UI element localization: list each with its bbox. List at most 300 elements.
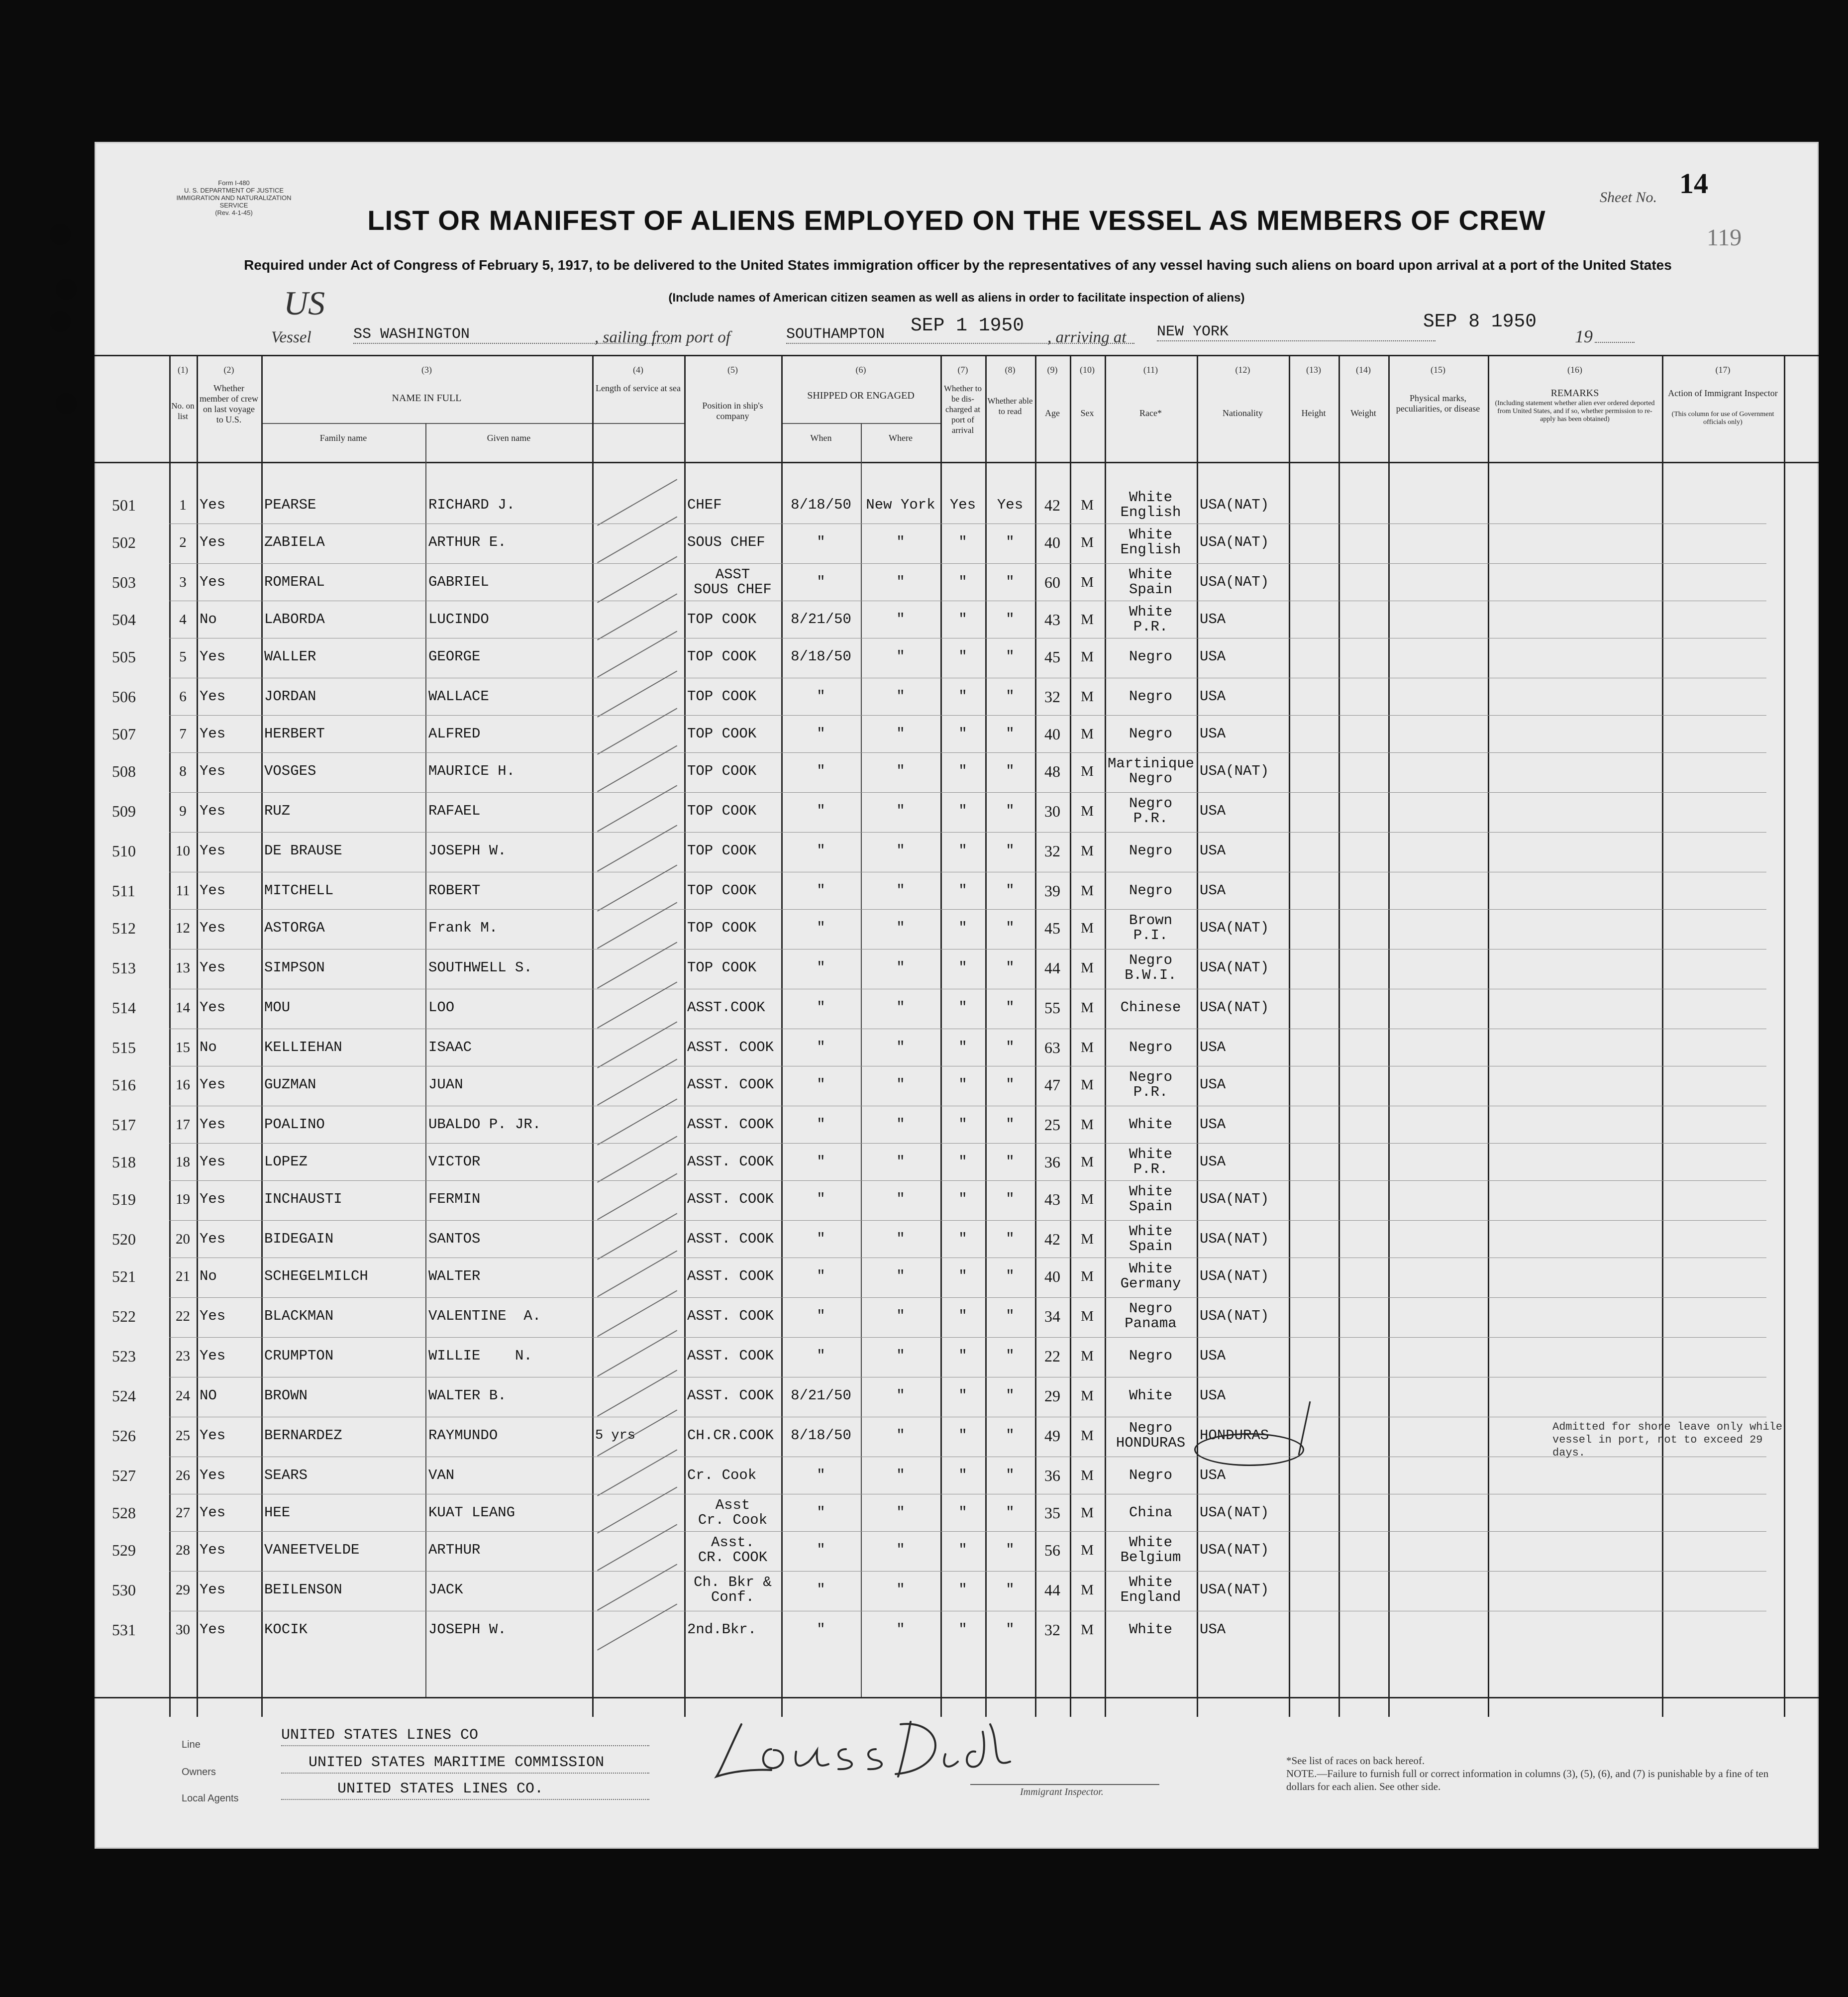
cell-prev: Yes	[200, 1581, 226, 1598]
cell-where: "	[896, 726, 905, 742]
cell-no: 15	[176, 1040, 190, 1055]
row-divider	[169, 752, 1766, 753]
cell-race: Negro	[1129, 726, 1172, 742]
cell-prev: Yes	[200, 726, 226, 742]
cell-read: "	[1006, 1387, 1015, 1404]
cell-nat: USA	[1200, 1076, 1226, 1093]
cell-where: "	[896, 763, 905, 779]
cell-family: MOU	[264, 999, 291, 1016]
margin-line-number: 513	[112, 959, 136, 977]
cell-pos: ASST. COOK	[687, 1039, 774, 1055]
cell-no: 16	[176, 1077, 190, 1093]
cell-read: "	[1006, 1039, 1015, 1055]
footnote-penalty: NOTE.—Failure to furnish full or correct information in columns (3), (5), (6), and (7) is punishable by a fine of ten dollars for each alien. See other side.	[1286, 1768, 1769, 1792]
cell-when: "	[817, 920, 825, 936]
cell-race: Negro	[1129, 648, 1172, 665]
cell-read: "	[1006, 959, 1015, 976]
column-number: (15)	[1431, 365, 1445, 375]
cell-disch: "	[958, 1308, 967, 1324]
cell-pos: ASST. COOK	[687, 1268, 774, 1284]
cell-disch: "	[958, 1621, 967, 1638]
cell-read: "	[1006, 1076, 1015, 1093]
cell-no: 4	[179, 612, 187, 628]
cell-disch: "	[958, 920, 967, 936]
arrival-date-stamp: SEP 8 1950	[1423, 311, 1537, 332]
margin-line-number: 512	[112, 919, 136, 937]
cell-age: 44	[1044, 959, 1060, 977]
cell-nat: USA	[1200, 1348, 1226, 1364]
cell-when: 8/21/50	[791, 1387, 851, 1404]
cell-read: "	[1006, 611, 1015, 628]
cell-pos: Cr. Cook	[687, 1467, 757, 1483]
cell-when: "	[817, 1621, 825, 1638]
cell-age: 29	[1044, 1387, 1060, 1405]
cell-pos: Asst Cr. Cook	[698, 1497, 768, 1528]
cell-read: "	[1006, 1231, 1015, 1247]
column-number: (3)	[421, 365, 432, 375]
column-number: (1)	[178, 365, 188, 375]
column-divider	[1488, 356, 1489, 1717]
footer-owners-label: Owners	[182, 1767, 216, 1778]
margin-line-number: 522	[112, 1307, 136, 1325]
cell-read: "	[1006, 1621, 1015, 1638]
header-top-rule	[95, 355, 1819, 356]
column-header: Nationality	[1223, 408, 1263, 418]
margin-line-number: 506	[112, 688, 136, 706]
cell-where: "	[896, 882, 905, 899]
cell-no: 18	[176, 1154, 190, 1170]
header-bottom-rule	[95, 462, 1819, 463]
vessel-label: Vessel	[271, 328, 311, 346]
footnote	[1286, 1754, 1774, 1793]
cell-when: "	[817, 1308, 825, 1324]
column-number: (4)	[633, 365, 643, 375]
cell-read: "	[1006, 999, 1015, 1016]
check-mark	[1298, 1401, 1311, 1455]
cell-family: PEARSE	[264, 497, 316, 513]
cell-given: ARTHUR E.	[428, 534, 507, 550]
cell-prev: NO	[200, 1387, 217, 1404]
cell-no: 19	[176, 1191, 190, 1207]
column-divider	[861, 423, 862, 1697]
cell-pos: SOUS CHEF	[687, 534, 765, 550]
cell-family: GUZMAN	[264, 1076, 316, 1093]
cell-no: 21	[176, 1268, 190, 1284]
cell-sex: M	[1081, 843, 1094, 859]
cell-prev: Yes	[200, 1348, 226, 1364]
cell-pos: ASST. COOK	[687, 1387, 774, 1404]
column-number: (13)	[1306, 365, 1321, 375]
cell-prev: Yes	[200, 1116, 226, 1133]
cell-where: "	[896, 842, 905, 859]
cell-family: HEE	[264, 1504, 291, 1521]
margin-line-number: 510	[112, 842, 136, 860]
cell-family: SCHEGELMILCH	[264, 1268, 368, 1284]
cell-where: "	[896, 688, 905, 705]
cell-given: WALTER	[428, 1268, 481, 1284]
cell-age: 25	[1044, 1116, 1060, 1134]
cell-family: DE BRAUSE	[264, 842, 342, 859]
cell-sex: M	[1081, 1622, 1094, 1638]
margin-line-number: 515	[112, 1039, 136, 1056]
cell-family: KELLIEHAN	[264, 1039, 342, 1055]
cell-prev: Yes	[200, 1504, 226, 1521]
cell-sex: M	[1081, 920, 1094, 936]
cell-given: LOO	[428, 999, 455, 1016]
cell-no: 17	[176, 1117, 190, 1133]
cell-given: MAURICE H.	[428, 763, 515, 779]
cell-race: Chinese	[1120, 999, 1181, 1016]
cell-pos: ASST. COOK	[687, 1116, 774, 1133]
margin-line-number: 524	[112, 1387, 136, 1405]
cell-no: 20	[176, 1231, 190, 1247]
cell-pos: TOP COOK	[687, 842, 757, 859]
margin-line-number: 511	[112, 882, 135, 900]
circled-nationality-mark	[1194, 1433, 1304, 1466]
cell-when: "	[817, 726, 825, 742]
column-divider	[1338, 356, 1340, 1717]
cell-prev: Yes	[200, 1191, 226, 1207]
cell-given: SANTOS	[428, 1231, 481, 1247]
cell-family: SIMPSON	[264, 959, 325, 976]
cell-pos: CHEF	[687, 497, 722, 513]
cell-pos: TOP COOK	[687, 688, 757, 705]
column-header: No. on list	[171, 401, 195, 421]
cell-age: 34	[1044, 1307, 1060, 1325]
cell-prev: Yes	[200, 1621, 226, 1638]
cell-no: 3	[179, 574, 187, 590]
sailing-date-stamp: SEP 1 1950	[911, 315, 1025, 336]
cell-prev: Yes	[200, 574, 226, 590]
cell-read: "	[1006, 726, 1015, 742]
column-divider	[261, 356, 263, 1717]
cell-nat: USA(NAT)	[1200, 1308, 1269, 1324]
cell-age: 32	[1044, 842, 1060, 860]
cell-prev: Yes	[200, 999, 226, 1016]
cell-read: "	[1006, 1116, 1015, 1133]
cell-read: "	[1006, 648, 1015, 665]
cell-race: Brown P.I.	[1129, 912, 1172, 944]
cell-nat: HONDURAS	[1200, 1427, 1269, 1444]
cell-when: "	[817, 803, 825, 819]
cell-pos: TOP COOK	[687, 726, 757, 742]
cell-prev: Yes	[200, 534, 226, 550]
cell-sex: M	[1081, 649, 1094, 665]
cell-pos: TOP COOK	[687, 803, 757, 819]
cell-family: POALINO	[264, 1116, 325, 1133]
cell-where: "	[896, 1268, 905, 1284]
row-divider	[169, 832, 1766, 833]
cell-read: "	[1006, 1467, 1015, 1483]
cell-no: 7	[179, 726, 187, 742]
margin-line-number: 501	[112, 496, 136, 514]
cell-disch: "	[958, 999, 967, 1016]
column-header: Physical marks, peculiarities, or disease	[1396, 393, 1480, 414]
column-divider	[1035, 356, 1036, 1717]
column-divider	[1105, 356, 1106, 1717]
column-divider	[1197, 356, 1198, 1717]
cell-pos: ASST. COOK	[687, 1231, 774, 1247]
column-number: (9)	[1047, 365, 1058, 375]
cell-read: "	[1006, 688, 1015, 705]
cell-disch: "	[958, 1504, 967, 1521]
cell-sex: M	[1081, 960, 1094, 976]
cell-age: 56	[1044, 1541, 1060, 1559]
cell-read: "	[1006, 1348, 1015, 1364]
cell-read: "	[1006, 1504, 1015, 1521]
cell-nat: USA	[1200, 1154, 1226, 1170]
cell-nat: USA	[1200, 882, 1226, 899]
cell-age: 45	[1044, 919, 1060, 937]
cell-given: WALTER B.	[428, 1387, 507, 1404]
cell-where: "	[896, 1504, 905, 1521]
cell-given: JUAN	[428, 1076, 463, 1093]
cell-given: SOUTHWELL S.	[428, 959, 532, 976]
cell-read: "	[1006, 1427, 1015, 1444]
arrival-port: NEW YORK	[1157, 323, 1436, 341]
cell-read: "	[1006, 920, 1015, 936]
cell-where: "	[896, 1191, 905, 1207]
column-header: Age	[1045, 408, 1060, 418]
cell-read: "	[1006, 1191, 1015, 1207]
cell-disch: "	[958, 648, 967, 665]
cell-disch: "	[958, 1039, 967, 1055]
cell-age: 36	[1044, 1467, 1060, 1484]
cell-race: China	[1129, 1504, 1172, 1521]
cell-nat: USA(NAT)	[1200, 574, 1269, 590]
column-header: Given name	[487, 433, 531, 443]
cell-sex: M	[1081, 1582, 1094, 1598]
form-id-line: (Rev. 4-1-45)	[215, 209, 253, 216]
punch-hole	[50, 224, 71, 245]
cell-prev: Yes	[200, 1308, 226, 1324]
cell-nat: USA(NAT)	[1200, 534, 1269, 550]
cell-family: INCHAUSTI	[264, 1191, 342, 1207]
column-header: Sex	[1080, 408, 1094, 418]
cell-nat: USA	[1200, 803, 1226, 819]
cell-race: White English	[1120, 526, 1181, 558]
cell-family: BROWN	[264, 1387, 308, 1404]
column-header: Length of service at sea	[596, 383, 681, 393]
column-divider	[985, 356, 987, 1717]
footer-line-rule	[281, 1745, 649, 1746]
margin-line-number: 503	[112, 573, 136, 591]
cell-race: White Spain	[1129, 566, 1172, 598]
cell-read: "	[1006, 763, 1015, 779]
row-divider	[169, 792, 1766, 793]
cell-disch: "	[958, 726, 967, 742]
margin-line-number: 518	[112, 1153, 136, 1171]
cell-disch: "	[958, 763, 967, 779]
cell-family: MITCHELL	[264, 882, 334, 899]
column-header: Weight	[1350, 408, 1376, 418]
cell-nat: USA(NAT)	[1200, 1268, 1269, 1284]
inspector-signature	[712, 1714, 1020, 1789]
footer-owners: UNITED STATES MARITIME COMMISSION	[308, 1754, 605, 1771]
cell-age: 43	[1044, 611, 1060, 629]
subtitle: Required under Act of Congress of February 5, 1917, to be delivered to the United States immigration officer by the representatives of any vessel having such aliens on board upon arrival at a port of the United States	[244, 257, 1672, 273]
cell-sex: M	[1081, 1231, 1094, 1247]
cell-prev: Yes	[200, 648, 226, 665]
cell-pos: ASST. COOK	[687, 1308, 774, 1324]
cell-no: 9	[179, 803, 187, 819]
cell-nat: USA	[1200, 1621, 1226, 1638]
margin-line-number: 519	[112, 1190, 136, 1208]
cell-sex: M	[1081, 1468, 1094, 1483]
cell-read: "	[1006, 1308, 1015, 1324]
cell-race: Negro HONDURAS	[1116, 1420, 1186, 1451]
column-divider	[940, 356, 942, 1717]
cell-no: 10	[176, 843, 190, 859]
remarks-note: (Including statement whether alien ever ordered deported from United States, and if so, whether permission to re-apply has been obtained)	[1495, 400, 1655, 423]
cell-where: "	[896, 1427, 905, 1444]
cell-nat: USA	[1200, 1467, 1226, 1483]
sheet-number: 14	[1679, 167, 1708, 200]
cell-race: Negro	[1129, 1467, 1172, 1483]
cell-nat: USA(NAT)	[1200, 959, 1269, 976]
cell-prev: Yes	[200, 763, 226, 779]
column-number: (5)	[727, 365, 738, 375]
cell-family: ASTORGA	[264, 920, 325, 936]
cell-where: New York	[866, 497, 935, 513]
cell-race: White English	[1120, 489, 1181, 521]
cell-read: "	[1006, 803, 1015, 819]
cell-race: White Spain	[1129, 1183, 1172, 1215]
column-header: Height	[1301, 408, 1326, 418]
cell-nat: USA(NAT)	[1200, 1504, 1269, 1521]
cell-pos: TOP COOK	[687, 611, 757, 628]
cell-race: Negro B.W.I.	[1125, 952, 1177, 983]
cell-prev: Yes	[200, 920, 226, 936]
row-divider	[169, 715, 1766, 716]
cell-sex: M	[1081, 763, 1094, 779]
cell-prev: Yes	[200, 1231, 226, 1247]
year-label: 19	[1575, 326, 1593, 346]
cell-no: 6	[179, 689, 187, 705]
name-subheader-rule	[261, 423, 684, 424]
cell-when: 8/18/50	[791, 497, 851, 513]
cell-family: LABORDA	[264, 611, 325, 628]
cell-disch: "	[958, 803, 967, 819]
column-header: NAME IN FULL	[392, 393, 462, 404]
cell-disch: "	[958, 1348, 967, 1364]
cell-when: "	[817, 1542, 825, 1558]
cell-when: "	[817, 1154, 825, 1170]
cell-where: "	[896, 1387, 905, 1404]
action-note: (This column for use of Government officials only)	[1671, 411, 1774, 426]
cell-when: "	[817, 534, 825, 550]
column-number: (6)	[855, 365, 866, 375]
form-id-line: Form I-480	[218, 179, 250, 187]
column-divider	[169, 356, 171, 1717]
cell-given: GABRIEL	[428, 574, 489, 590]
margin-line-number: 514	[112, 999, 136, 1017]
sheet-label: Sheet No.	[1600, 189, 1657, 206]
cell-disch: "	[958, 688, 967, 705]
cell-pos: TOP COOK	[687, 648, 757, 665]
cell-family: BIDEGAIN	[264, 1231, 334, 1247]
sailing-label: , sailing from port of	[595, 328, 730, 346]
cell-pos: CH.CR.COOK	[687, 1427, 774, 1444]
cell-race: White	[1129, 1116, 1172, 1133]
cell-given: WALLACE	[428, 688, 489, 705]
cell-sex: M	[1081, 1268, 1094, 1284]
cell-prev: Yes	[200, 688, 226, 705]
cell-pos: TOP COOK	[687, 763, 757, 779]
cell-nat: USA	[1200, 648, 1226, 665]
cell-given: VAN	[428, 1467, 455, 1483]
cell-where: "	[896, 1348, 905, 1364]
cell-nat: USA(NAT)	[1200, 763, 1269, 779]
cell-read: "	[1006, 842, 1015, 859]
cell-sex: M	[1081, 1428, 1094, 1444]
column-header: When	[810, 433, 832, 443]
cell-nat: USA	[1200, 1039, 1226, 1055]
column-number: (12)	[1235, 365, 1250, 375]
column-header: Position in ship's company	[702, 401, 763, 421]
cell-disch: "	[958, 534, 967, 550]
column-divider	[1662, 356, 1663, 1717]
cell-race: White Spain	[1129, 1223, 1172, 1255]
cell-race: Martinique Negro	[1108, 755, 1195, 787]
cell-prev: Yes	[200, 1427, 226, 1444]
cell-where: "	[896, 1621, 905, 1638]
cell-sex: M	[1081, 1542, 1094, 1558]
margin-line-number: 516	[112, 1076, 136, 1094]
cell-when: "	[817, 1467, 825, 1483]
cell-nat: USA	[1200, 1116, 1226, 1133]
cell-sex: M	[1081, 1191, 1094, 1207]
cell-nat: USA(NAT)	[1200, 1542, 1269, 1558]
cell-pos: Ch. Bkr & Conf.	[694, 1574, 772, 1605]
margin-line-number: 529	[112, 1541, 136, 1559]
cell-age: 49	[1044, 1427, 1060, 1445]
cell-race: Negro	[1129, 842, 1172, 859]
cell-given: ARTHUR	[428, 1542, 481, 1558]
cell-sex: M	[1081, 1040, 1094, 1055]
cell-race: White Belgium	[1120, 1534, 1181, 1566]
cell-read: "	[1006, 1154, 1015, 1170]
column-number: (16)	[1567, 365, 1582, 375]
cell-pos: TOP COOK	[687, 959, 757, 976]
cell-age: 43	[1044, 1190, 1060, 1208]
cell-disch: "	[958, 1231, 967, 1247]
cell-no: 30	[176, 1622, 190, 1638]
cell-read: "	[1006, 1581, 1015, 1598]
cell-read: "	[1006, 882, 1015, 899]
cell-when: "	[817, 1348, 825, 1364]
cell-prev: Yes	[200, 803, 226, 819]
column-header: SHIPPED OR ENGAGED	[807, 390, 915, 401]
row-divider	[169, 1180, 1766, 1181]
cell-where: "	[896, 999, 905, 1016]
cell-given: LUCINDO	[428, 611, 489, 628]
cell-where: "	[896, 574, 905, 590]
column-header: Family name	[319, 433, 367, 443]
cell-where: "	[896, 1467, 905, 1483]
row-divider	[169, 1337, 1766, 1338]
cell-where: "	[896, 1231, 905, 1247]
cell-sex: M	[1081, 726, 1094, 742]
column-divider	[781, 356, 783, 1717]
cell-disch: "	[958, 1116, 967, 1133]
cell-age: 47	[1044, 1076, 1060, 1094]
cell-family: HERBERT	[264, 726, 325, 742]
cell-family: ROMERAL	[264, 574, 325, 590]
year-blank	[1595, 341, 1635, 343]
cell-sex: M	[1081, 574, 1094, 590]
cell-nat: USA	[1200, 726, 1226, 742]
